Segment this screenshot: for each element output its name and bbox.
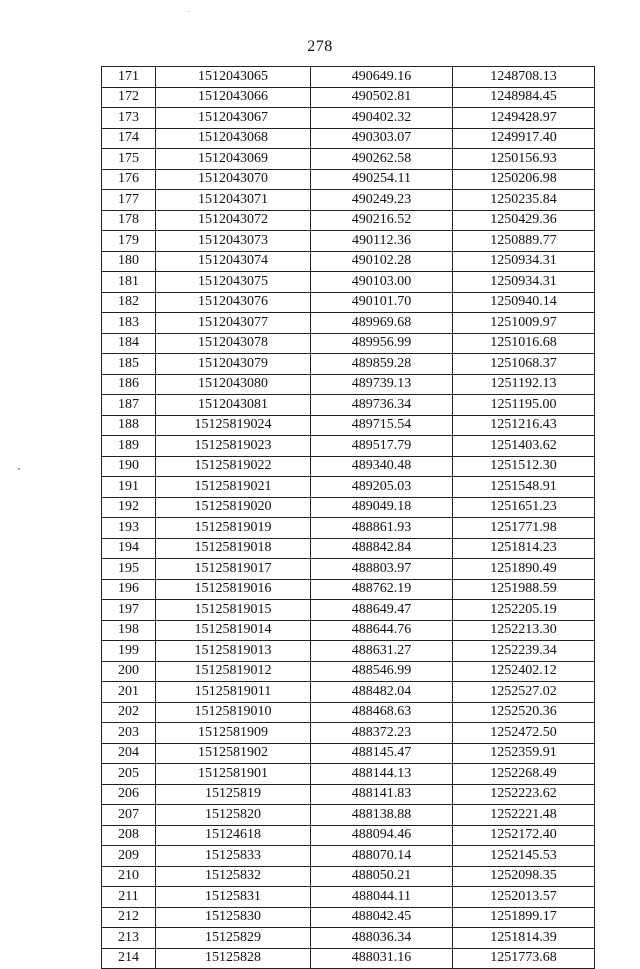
x-coordinate-cell: 489736.34: [311, 395, 453, 416]
row-number-cell: 198: [102, 620, 156, 641]
x-coordinate-cell: 488649.47: [311, 600, 453, 621]
y-coordinate-cell: 1248984.45: [453, 87, 595, 108]
row-number-cell: 175: [102, 149, 156, 170]
table-row: [102, 764, 595, 785]
x-coordinate-cell: 488144.13: [311, 764, 453, 785]
x-coordinate-cell: 490254.11: [311, 169, 453, 190]
x-coordinate-cell: 489715.54: [311, 415, 453, 436]
point-id-cell: 1512043076: [156, 292, 311, 313]
x-coordinate-cell: 488138.88: [311, 805, 453, 826]
row-number-cell: 191: [102, 477, 156, 498]
x-coordinate-cell: 488861.93: [311, 518, 453, 539]
table-row: [102, 846, 595, 867]
table-row: [102, 579, 595, 600]
x-coordinate-cell: 489859.28: [311, 354, 453, 375]
y-coordinate-cell: 1251192.13: [453, 374, 595, 395]
point-id-cell: 1512043072: [156, 210, 311, 231]
x-coordinate-cell: 488070.14: [311, 846, 453, 867]
point-id-cell: 15125828: [156, 948, 311, 969]
row-number-cell: 190: [102, 456, 156, 477]
point-id-cell: 1512043065: [156, 67, 311, 88]
x-coordinate-cell: 490502.81: [311, 87, 453, 108]
point-id-cell: 1512043070: [156, 169, 311, 190]
row-number-cell: 185: [102, 354, 156, 375]
x-coordinate-cell: 490112.36: [311, 231, 453, 252]
table-row: [102, 743, 595, 764]
x-coordinate-cell: 489049.18: [311, 497, 453, 518]
point-id-cell: 1512043081: [156, 395, 311, 416]
point-id-cell: 1512043078: [156, 333, 311, 354]
coordinates-table: [101, 66, 595, 969]
y-coordinate-cell: 1251651.23: [453, 497, 595, 518]
table-row: [102, 210, 595, 231]
table-row: [102, 149, 595, 170]
row-number-cell: 178: [102, 210, 156, 231]
row-number-cell: 207: [102, 805, 156, 826]
table-row: [102, 723, 595, 744]
row-number-cell: 206: [102, 784, 156, 805]
point-id-cell: 15125819018: [156, 538, 311, 559]
point-id-cell: 1512581909: [156, 723, 311, 744]
y-coordinate-cell: 1251009.97: [453, 313, 595, 334]
row-number-cell: 210: [102, 866, 156, 887]
y-coordinate-cell: 1250429.36: [453, 210, 595, 231]
x-coordinate-cell: 488094.46: [311, 825, 453, 846]
point-id-cell: 1512043067: [156, 108, 311, 129]
x-coordinate-cell: 488145.47: [311, 743, 453, 764]
y-coordinate-cell: 1251195.00: [453, 395, 595, 416]
x-coordinate-cell: 490649.16: [311, 67, 453, 88]
y-coordinate-cell: 1250889.77: [453, 231, 595, 252]
row-number-cell: 177: [102, 190, 156, 211]
y-coordinate-cell: 1252527.02: [453, 682, 595, 703]
row-number-cell: 212: [102, 907, 156, 928]
point-id-cell: 1512581902: [156, 743, 311, 764]
y-coordinate-cell: 1252221.48: [453, 805, 595, 826]
table-row: [102, 190, 595, 211]
point-id-cell: 1512043077: [156, 313, 311, 334]
y-coordinate-cell: 1252205.19: [453, 600, 595, 621]
y-coordinate-cell: 1251216.43: [453, 415, 595, 436]
point-id-cell: 15125820: [156, 805, 311, 826]
row-number-cell: 186: [102, 374, 156, 395]
x-coordinate-cell: 489956.99: [311, 333, 453, 354]
x-coordinate-cell: 490402.32: [311, 108, 453, 129]
x-coordinate-cell: 488546.99: [311, 661, 453, 682]
table-row: [102, 866, 595, 887]
point-id-cell: 15125819022: [156, 456, 311, 477]
point-id-cell: 15125819011: [156, 682, 311, 703]
y-coordinate-cell: 1251814.39: [453, 928, 595, 949]
row-number-cell: 214: [102, 948, 156, 969]
row-number-cell: 172: [102, 87, 156, 108]
point-id-cell: 1512043066: [156, 87, 311, 108]
scan-speck: [188, 11, 189, 12]
table-row: [102, 251, 595, 272]
y-coordinate-cell: 1251548.91: [453, 477, 595, 498]
y-coordinate-cell: 1251068.37: [453, 354, 595, 375]
table-row: [102, 497, 595, 518]
row-number-cell: 193: [102, 518, 156, 539]
y-coordinate-cell: 1251899.17: [453, 907, 595, 928]
table-row: [102, 313, 595, 334]
y-coordinate-cell: 1251403.62: [453, 436, 595, 457]
y-coordinate-cell: 1251814.23: [453, 538, 595, 559]
point-id-cell: 15125819014: [156, 620, 311, 641]
point-id-cell: 1512043073: [156, 231, 311, 252]
point-id-cell: 15125819021: [156, 477, 311, 498]
row-number-cell: 171: [102, 67, 156, 88]
row-number-cell: 195: [102, 559, 156, 580]
point-id-cell: 15125831: [156, 887, 311, 908]
y-coordinate-cell: 1252223.62: [453, 784, 595, 805]
row-number-cell: 208: [102, 825, 156, 846]
row-number-cell: 202: [102, 702, 156, 723]
point-id-cell: 1512043069: [156, 149, 311, 170]
row-number-cell: 184: [102, 333, 156, 354]
scan-speck: [18, 468, 20, 470]
row-number-cell: 200: [102, 661, 156, 682]
point-id-cell: 1512043079: [156, 354, 311, 375]
table-row: [102, 477, 595, 498]
y-coordinate-cell: 1248708.13: [453, 67, 595, 88]
row-number-cell: 192: [102, 497, 156, 518]
x-coordinate-cell: 488468.63: [311, 702, 453, 723]
point-id-cell: 15125819017: [156, 559, 311, 580]
table-row: [102, 805, 595, 826]
point-id-cell: 15125819024: [156, 415, 311, 436]
table-body: [102, 67, 595, 969]
point-id-cell: 15124618: [156, 825, 311, 846]
row-number-cell: 194: [102, 538, 156, 559]
x-coordinate-cell: 488050.21: [311, 866, 453, 887]
y-coordinate-cell: 1251988.59: [453, 579, 595, 600]
table-row: [102, 354, 595, 375]
table-row: [102, 436, 595, 457]
row-number-cell: 176: [102, 169, 156, 190]
row-number-cell: 199: [102, 641, 156, 662]
x-coordinate-cell: 488631.27: [311, 641, 453, 662]
point-id-cell: 15125829: [156, 928, 311, 949]
point-id-cell: 15125819012: [156, 661, 311, 682]
y-coordinate-cell: 1252239.34: [453, 641, 595, 662]
point-id-cell: 15125819013: [156, 641, 311, 662]
x-coordinate-cell: 490102.28: [311, 251, 453, 272]
point-id-cell: 15125819015: [156, 600, 311, 621]
point-id-cell: 15125819023: [156, 436, 311, 457]
point-id-cell: 1512043074: [156, 251, 311, 272]
table-row: [102, 374, 595, 395]
y-coordinate-cell: 1252145.53: [453, 846, 595, 867]
table-row: [102, 825, 595, 846]
y-coordinate-cell: 1250934.31: [453, 272, 595, 293]
row-number-cell: 187: [102, 395, 156, 416]
row-number-cell: 213: [102, 928, 156, 949]
table-row: [102, 518, 595, 539]
x-coordinate-cell: 489517.79: [311, 436, 453, 457]
row-number-cell: 197: [102, 600, 156, 621]
table-row: [102, 600, 595, 621]
y-coordinate-cell: 1250940.14: [453, 292, 595, 313]
y-coordinate-cell: 1250934.31: [453, 251, 595, 272]
y-coordinate-cell: 1250235.84: [453, 190, 595, 211]
y-coordinate-cell: 1252098.35: [453, 866, 595, 887]
x-coordinate-cell: 488042.45: [311, 907, 453, 928]
y-coordinate-cell: 1251890.49: [453, 559, 595, 580]
row-number-cell: 205: [102, 764, 156, 785]
table-row: [102, 538, 595, 559]
x-coordinate-cell: 490103.00: [311, 272, 453, 293]
table-row: [102, 907, 595, 928]
table-row: [102, 169, 595, 190]
row-number-cell: 174: [102, 128, 156, 149]
x-coordinate-cell: 489340.48: [311, 456, 453, 477]
point-id-cell: 15125819016: [156, 579, 311, 600]
table-row: [102, 559, 595, 580]
y-coordinate-cell: 1252213.30: [453, 620, 595, 641]
point-id-cell: 15125833: [156, 846, 311, 867]
table-row: [102, 272, 595, 293]
x-coordinate-cell: 488141.83: [311, 784, 453, 805]
table-row: [102, 456, 595, 477]
x-coordinate-cell: 489205.03: [311, 477, 453, 498]
point-id-cell: 15125830: [156, 907, 311, 928]
point-id-cell: 15125819020: [156, 497, 311, 518]
table-row: [102, 682, 595, 703]
table-row: [102, 395, 595, 416]
row-number-cell: 182: [102, 292, 156, 313]
x-coordinate-cell: 488036.34: [311, 928, 453, 949]
x-coordinate-cell: 489969.68: [311, 313, 453, 334]
table-row: [102, 661, 595, 682]
row-number-cell: 180: [102, 251, 156, 272]
point-id-cell: 15125819: [156, 784, 311, 805]
y-coordinate-cell: 1249428.97: [453, 108, 595, 129]
x-coordinate-cell: 488762.19: [311, 579, 453, 600]
y-coordinate-cell: 1251016.68: [453, 333, 595, 354]
row-number-cell: 179: [102, 231, 156, 252]
y-coordinate-cell: 1250206.98: [453, 169, 595, 190]
row-number-cell: 189: [102, 436, 156, 457]
table-row: [102, 87, 595, 108]
point-id-cell: 1512043068: [156, 128, 311, 149]
x-coordinate-cell: 488803.97: [311, 559, 453, 580]
x-coordinate-cell: 488644.76: [311, 620, 453, 641]
x-coordinate-cell: 488482.04: [311, 682, 453, 703]
y-coordinate-cell: 1251773.68: [453, 948, 595, 969]
row-number-cell: 183: [102, 313, 156, 334]
table-row: [102, 231, 595, 252]
y-coordinate-cell: 1252472.50: [453, 723, 595, 744]
point-id-cell: 1512043080: [156, 374, 311, 395]
x-coordinate-cell: 488044.11: [311, 887, 453, 908]
x-coordinate-cell: 489739.13: [311, 374, 453, 395]
row-number-cell: 211: [102, 887, 156, 908]
y-coordinate-cell: 1252520.36: [453, 702, 595, 723]
page-number: 278: [307, 38, 333, 55]
point-id-cell: 15125819019: [156, 518, 311, 539]
y-coordinate-cell: 1252359.91: [453, 743, 595, 764]
y-coordinate-cell: 1252172.40: [453, 825, 595, 846]
row-number-cell: 203: [102, 723, 156, 744]
table-row: [102, 415, 595, 436]
table-row: [102, 702, 595, 723]
table-row: [102, 108, 595, 129]
table-row: [102, 887, 595, 908]
x-coordinate-cell: 490303.07: [311, 128, 453, 149]
y-coordinate-cell: 1252268.49: [453, 764, 595, 785]
x-coordinate-cell: 488372.23: [311, 723, 453, 744]
table-row: [102, 128, 595, 149]
table-row: [102, 620, 595, 641]
table-row: [102, 333, 595, 354]
row-number-cell: 173: [102, 108, 156, 129]
point-id-cell: 1512043071: [156, 190, 311, 211]
y-coordinate-cell: 1251512.30: [453, 456, 595, 477]
table-row: [102, 948, 595, 969]
x-coordinate-cell: 488842.84: [311, 538, 453, 559]
row-number-cell: 204: [102, 743, 156, 764]
table-row: [102, 292, 595, 313]
x-coordinate-cell: 490249.23: [311, 190, 453, 211]
table-row: [102, 641, 595, 662]
point-id-cell: 15125832: [156, 866, 311, 887]
row-number-cell: 181: [102, 272, 156, 293]
x-coordinate-cell: 488031.16: [311, 948, 453, 969]
y-coordinate-cell: 1252402.12: [453, 661, 595, 682]
x-coordinate-cell: 490262.58: [311, 149, 453, 170]
point-id-cell: 15125819010: [156, 702, 311, 723]
table-row: [102, 67, 595, 88]
row-number-cell: 188: [102, 415, 156, 436]
x-coordinate-cell: 490101.70: [311, 292, 453, 313]
y-coordinate-cell: 1252013.57: [453, 887, 595, 908]
row-number-cell: 196: [102, 579, 156, 600]
point-id-cell: 1512043075: [156, 272, 311, 293]
table-row: [102, 928, 595, 949]
x-coordinate-cell: 490216.52: [311, 210, 453, 231]
y-coordinate-cell: 1251771.98: [453, 518, 595, 539]
y-coordinate-cell: 1249917.40: [453, 128, 595, 149]
y-coordinate-cell: 1250156.93: [453, 149, 595, 170]
row-number-cell: 209: [102, 846, 156, 867]
table-row: [102, 784, 595, 805]
point-id-cell: 1512581901: [156, 764, 311, 785]
row-number-cell: 201: [102, 682, 156, 703]
